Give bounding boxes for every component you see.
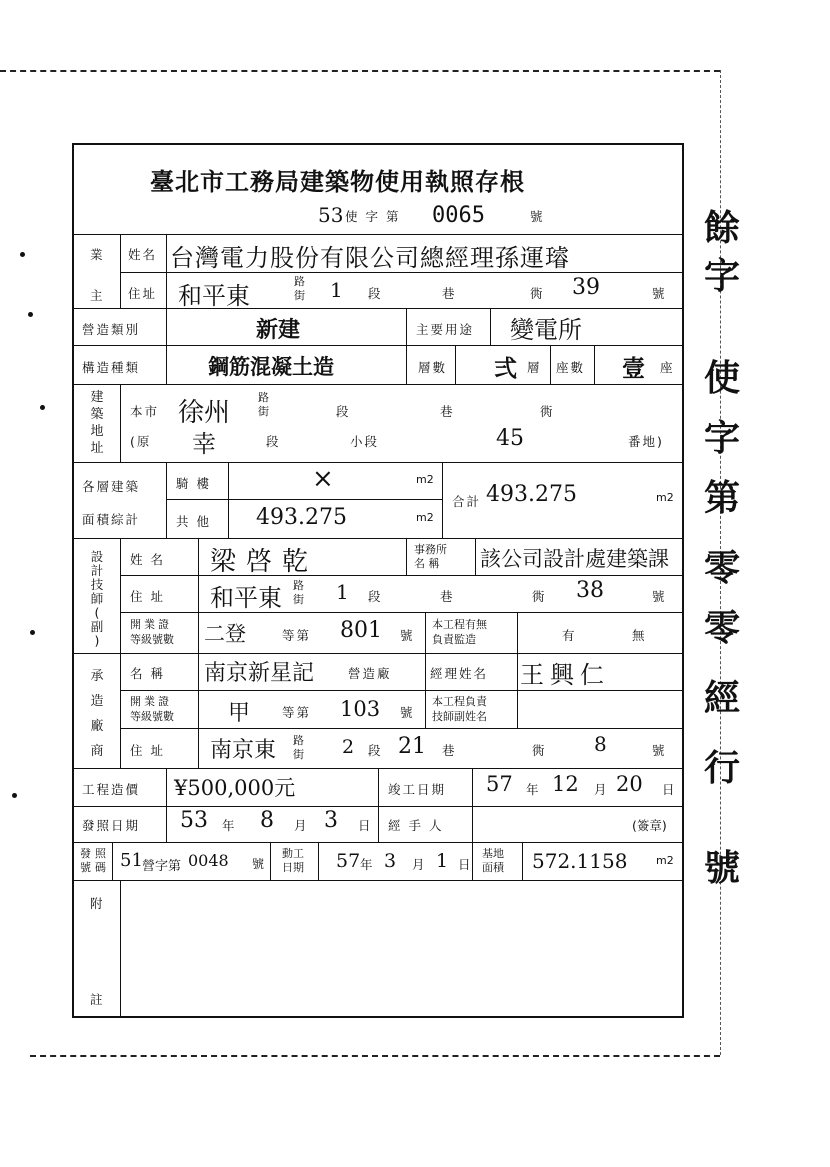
grid-line (120, 384, 121, 462)
permit-build-label-b: 號碼 (80, 861, 110, 874)
grid-line (72, 384, 684, 385)
grid-line (425, 612, 426, 653)
grid-line (166, 308, 167, 384)
contractor-duan-label: 段 (368, 743, 383, 758)
grid-line (72, 538, 684, 539)
floor-area-label-a: 基地 (482, 847, 504, 860)
grid-line (378, 806, 379, 842)
completion-year: 57 (486, 772, 513, 796)
owner-duan-label: 段 (368, 286, 383, 301)
grid-line (594, 345, 595, 384)
site-lane-label: 巷 (440, 404, 455, 419)
contractor-license-hao: 號 (400, 705, 415, 720)
issue-day-label: 日 (358, 818, 373, 833)
owner-alley-label: 衖 (530, 286, 545, 301)
site-lot-label: 番地) (628, 434, 664, 449)
supervise-label-a: 本工程有無 (432, 618, 487, 631)
issue-year-label: 年 (222, 818, 237, 833)
bottom-edge-line (30, 1055, 720, 1057)
site-road-value: 徐州 (178, 398, 231, 428)
owner-name-label: 姓名 (128, 247, 158, 262)
construction-type-label: 營造類別 (82, 322, 141, 337)
grid-line (228, 462, 229, 538)
permit-build-no: 0048 (188, 851, 229, 870)
permit-build-text: 營字第 (142, 859, 182, 874)
grid-line (475, 538, 476, 575)
grid-line (120, 538, 121, 768)
contractor-name-label: 名 稱 (130, 666, 165, 681)
punch-dot (28, 312, 33, 317)
contractor-type-label: 營造廠 (348, 666, 392, 681)
contractor-license-no: 103 (340, 697, 381, 721)
floors-value: 弍 (494, 355, 517, 382)
designer-lane-label: 巷 (440, 589, 455, 604)
completion-label: 竣工日期 (388, 782, 447, 797)
designer-name-label: 姓 名 (130, 552, 165, 567)
other-value: 493.275 (256, 505, 347, 530)
contractor-manager-label: 經理姓名 (430, 666, 489, 681)
grid-line (72, 234, 684, 235)
designer-license-grade: 二登 (204, 622, 246, 646)
buildings-unit: 座 (660, 360, 675, 375)
floors-unit: 層 (527, 360, 542, 375)
grid-line (198, 538, 199, 768)
supervise-label-b: 負責監造 (432, 633, 476, 646)
designer-section-label: 設 計 技 師 ( 副 ) (90, 549, 104, 648)
side-strip-char: 零 (704, 607, 741, 649)
cost-label: 工程造價 (82, 782, 141, 797)
grid-line (72, 308, 684, 309)
grid-line (472, 806, 473, 842)
issue-day: 3 (324, 808, 338, 833)
designer-alley-label: 衖 (532, 589, 547, 604)
grid-line (442, 462, 443, 538)
owner-section-label: 主 (90, 288, 105, 303)
seal-label: (簽章) (632, 818, 667, 833)
completion-month-label: 月 (594, 782, 609, 797)
completion-day-label: 日 (662, 782, 677, 797)
permit-build-prefix: 51 (120, 850, 143, 871)
designer-address-label: 住 址 (130, 589, 165, 604)
owner-address-label: 住址 (128, 286, 158, 301)
designer-license-label-b: 等級號數 (130, 633, 174, 646)
owner-number-value: 39 (572, 275, 600, 300)
owner-section-label: 業 (90, 247, 105, 262)
site-orig-open: (原 (130, 434, 152, 449)
construction-type-value: 新建 (256, 317, 301, 343)
grid-line (517, 653, 518, 728)
site-orig-section: 幸 (192, 430, 216, 458)
other-label: 共 他 (176, 514, 211, 529)
grid-line (406, 538, 407, 575)
other-unit: m2 (416, 511, 434, 524)
contractor-engineer-label-a: 本工程負責 (432, 695, 487, 708)
side-strip-char: 字 (704, 417, 741, 459)
grid-line (120, 728, 684, 729)
grid-line (120, 575, 684, 576)
start-day-label: 日 (458, 857, 471, 872)
contractor-license-label-b: 等級號數 (130, 710, 174, 723)
grid-line (318, 842, 319, 880)
designer-street-label: 街 (293, 593, 304, 606)
arcade-label: 騎 樓 (176, 476, 211, 491)
handler-label: 經 手 人 (388, 818, 444, 833)
designer-address-value: 和平東 (210, 584, 282, 612)
side-strip-char: 餘 (704, 207, 741, 249)
grid-line (455, 345, 456, 384)
contractor-road-label: 路 (293, 734, 304, 747)
grid-line (517, 612, 518, 653)
punch-dot (20, 252, 25, 257)
grid-line (270, 842, 271, 880)
start-year: 57 (336, 850, 361, 872)
designer-license-no: 801 (340, 618, 382, 643)
arcade-value: × (312, 464, 334, 494)
contractor-manager-value: 王興仁 (520, 661, 610, 689)
punch-dot (30, 630, 35, 635)
designer-office-value: 該公司設計處建築課 (480, 547, 669, 571)
grid-line (406, 308, 407, 384)
floor-area-unit: m2 (656, 854, 674, 867)
main-use-label: 主要用途 (416, 322, 475, 337)
grid-line (166, 234, 167, 308)
arcade-unit: m2 (416, 473, 434, 486)
area-total-label: 合計 (452, 494, 482, 509)
buildings-value: 壹 (622, 355, 645, 382)
site-lot-value: 45 (496, 426, 524, 451)
start-label-a: 動工 (282, 847, 304, 860)
site-small-section-label: 小段 (350, 434, 380, 449)
owner-address-value: 和平東 (178, 282, 250, 310)
contractor-section-no: 2 (342, 736, 355, 758)
grid-line (166, 499, 442, 500)
designer-office-label-a: 事務所 (414, 543, 447, 556)
permit-suffix: 號 (530, 209, 545, 224)
side-strip-char: 經 (704, 677, 741, 719)
floor-area-label-b: 面積 (482, 861, 504, 874)
contractor-license-grade: 甲 (228, 701, 251, 726)
permit-use-label: 使 字 第 (345, 209, 401, 224)
grid-line (166, 462, 167, 538)
grid-line (522, 842, 523, 880)
form-title: 臺北市工務局建築物使用執照存根 (150, 167, 525, 196)
owner-road-label: 路 (294, 275, 305, 288)
side-strip-char: 使 (704, 357, 741, 399)
completion-month: 12 (552, 772, 579, 796)
grid-line (72, 653, 684, 654)
area-label-a: 各層建築 (82, 479, 141, 494)
grid-line (550, 345, 551, 384)
owner-section-no: 1 (330, 278, 343, 302)
grid-line (120, 690, 684, 691)
grid-line (120, 880, 121, 1018)
designer-license-deng: 等第 (282, 628, 312, 643)
designer-office-label-b: 名 稱 (414, 557, 440, 570)
supervise-you: 有 (562, 628, 577, 643)
area-total-value: 493.275 (486, 482, 577, 507)
remarks-label-top: 附 (90, 896, 105, 911)
contractor-license-label-a: 開業證 (130, 695, 172, 708)
punch-dot (40, 405, 45, 410)
permit-build-label-a: 發照 (80, 847, 110, 860)
grid-line (490, 308, 491, 345)
grid-line (472, 768, 473, 806)
area-label-b: 面積綜計 (82, 512, 141, 527)
designer-duan-label: 段 (368, 589, 383, 604)
issue-label: 發照日期 (82, 818, 141, 833)
site-city-label: 本市 (130, 404, 160, 419)
permit-number: 0065 (432, 203, 485, 228)
grid-line (72, 842, 684, 843)
start-month: 3 (384, 850, 397, 872)
designer-name-value: 梁啓乾 (210, 547, 319, 577)
designer-road-label: 路 (293, 579, 304, 592)
issue-month-label: 月 (294, 818, 309, 833)
grid-line (120, 234, 121, 308)
grid-line (378, 768, 379, 806)
grid-line (112, 842, 113, 880)
permit-prefix: 53 (318, 203, 344, 227)
grid-line (72, 462, 684, 463)
completion-year-label: 年 (526, 782, 541, 797)
site-section-label: 建 築 地 址 (90, 390, 104, 456)
top-edge-line (0, 70, 720, 72)
issue-month: 8 (260, 808, 274, 833)
side-strip-char: 字 (704, 255, 741, 297)
punch-dot (12, 793, 17, 798)
owner-lane-label: 巷 (442, 286, 457, 301)
contractor-lane-label: 巷 (442, 743, 457, 758)
floor-area-value: 572.1158 (532, 849, 628, 873)
area-total-unit: m2 (656, 491, 674, 504)
start-day: 1 (436, 850, 449, 872)
contractor-engineer-label-b: 技師副姓名 (432, 710, 487, 723)
side-strip-char: 零 (704, 547, 741, 589)
grid-line (166, 768, 167, 842)
owner-street-label: 街 (294, 289, 305, 302)
side-strip-char: 第 (704, 477, 741, 519)
contractor-address-value: 南京東 (210, 738, 277, 763)
contractor-alley-label: 衖 (532, 743, 547, 758)
start-month-label: 月 (412, 857, 425, 872)
contractor-license-deng: 等第 (282, 705, 312, 720)
owner-name-value: 台灣電力股份有限公司總經理孫運璿 (170, 244, 570, 272)
side-strip-char: 號 (704, 847, 741, 889)
contractor-number-label: 號 (652, 743, 667, 758)
owner-number-label: 號 (652, 286, 667, 301)
designer-number-value: 38 (576, 578, 604, 603)
contractor-name-value: 南京新星記 (204, 661, 315, 686)
site-road-label: 路 (258, 391, 269, 404)
start-label-b: 日期 (282, 861, 304, 874)
designer-license-hao: 號 (400, 628, 415, 643)
site-alley-label: 衖 (540, 404, 555, 419)
contractor-lane-value: 21 (398, 734, 426, 759)
site-street-label: 街 (258, 405, 269, 418)
floors-label: 層數 (418, 360, 448, 375)
start-year-label: 年 (360, 857, 373, 872)
contractor-section-label: 承 造 廠 商 (90, 669, 104, 759)
cost-value: ¥500,000元 (174, 776, 296, 800)
contractor-address-label: 住 址 (130, 743, 165, 758)
permit-build-suffix: 號 (252, 857, 265, 871)
designer-section-no: 1 (336, 580, 349, 604)
site-duan-label: 段 (336, 404, 351, 419)
site-duan2-label: 段 (266, 434, 281, 449)
designer-license-label-a: 開業證 (130, 618, 172, 631)
remarks-label-bottom: 註 (90, 992, 105, 1007)
grid-line (425, 653, 426, 728)
contractor-street-label: 街 (293, 748, 304, 761)
buildings-label: 座數 (556, 360, 586, 375)
completion-day: 20 (616, 772, 643, 796)
issue-year: 53 (180, 808, 208, 833)
structure-label: 構造種類 (82, 360, 141, 375)
grid-line (120, 612, 684, 613)
designer-number-label: 號 (652, 589, 667, 604)
grid-line (72, 880, 684, 881)
main-use-value: 變電所 (510, 316, 582, 344)
supervise-wu: 無 (632, 628, 647, 643)
grid-line (72, 345, 684, 346)
contractor-number-value: 8 (594, 732, 607, 756)
structure-value: 鋼筋混凝土造 (208, 354, 334, 379)
grid-line (472, 842, 473, 880)
side-strip-char: 行 (704, 747, 741, 789)
